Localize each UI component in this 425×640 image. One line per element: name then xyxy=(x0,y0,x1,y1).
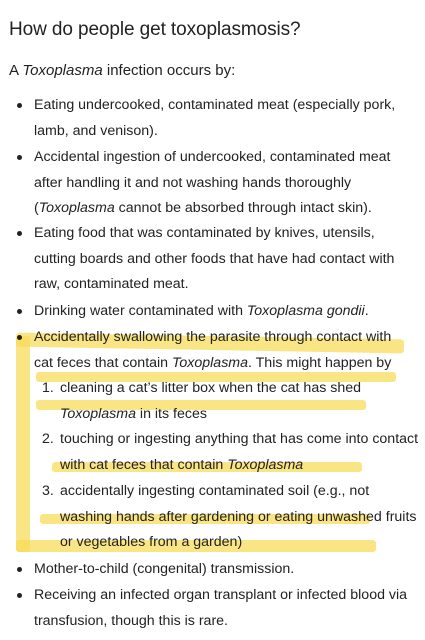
line-text: or vegetables from a garden) xyxy=(60,534,243,551)
bullet-dot xyxy=(17,567,22,572)
list-number: 2. xyxy=(42,431,54,447)
line-text: cutting boards and other foods that have had contact with xyxy=(34,250,395,267)
line-emphasis: Toxoplasma xyxy=(38,200,115,217)
highlight-mark xyxy=(16,336,30,552)
list-line xyxy=(60,405,207,423)
list-line xyxy=(34,560,294,578)
list-line xyxy=(60,533,242,551)
list-line xyxy=(34,199,372,217)
list-line xyxy=(34,275,189,293)
list-line xyxy=(34,122,158,140)
list-line xyxy=(34,354,391,372)
list-line xyxy=(34,586,407,604)
list-line xyxy=(34,96,395,114)
line-text: cat feces that contain xyxy=(34,354,173,371)
line-text: ( xyxy=(34,200,39,217)
line-text: washing hands after gardening or eating unwashed fruits xyxy=(60,508,417,525)
list-line xyxy=(34,328,391,346)
line-text: raw, contaminated meat. xyxy=(34,276,189,293)
line-emphasis: Toxoplasma gondii xyxy=(246,303,365,319)
line-emphasis: Toxoplasma xyxy=(60,405,136,422)
list-line xyxy=(60,456,303,474)
line-text: Accidental ingestion of undercooked, contaminated meat xyxy=(34,149,391,165)
line-text: Eating food that was contaminated by knives, utensils, xyxy=(34,225,375,241)
bullet-dot xyxy=(17,593,22,598)
intro-em: Toxoplasma xyxy=(22,62,103,79)
bullet-dot xyxy=(17,231,22,236)
line-text: lamb, and venison). xyxy=(34,122,158,139)
list-line xyxy=(60,430,418,448)
line-emphasis: Toxoplasma xyxy=(227,456,304,473)
line-text: Eating undercooked, contaminated meat (especially pork, xyxy=(34,97,396,113)
line-text-tail: cannot be absorbed through intact skin). xyxy=(114,200,372,217)
line-text-tail: in its feces xyxy=(135,405,207,422)
line-text: accidentally ingesting contaminated soil (e.g., not xyxy=(60,483,370,499)
list-line xyxy=(34,224,375,242)
list-line xyxy=(60,379,361,397)
list-number: 1. xyxy=(42,380,54,396)
list-line xyxy=(34,148,391,166)
bullet-dot xyxy=(17,309,22,314)
line-text-tail: . xyxy=(364,303,369,319)
intro-post: infection occurs by: xyxy=(102,62,236,79)
list-line xyxy=(34,302,369,320)
line-text: Receiving an infected organ transplant or infected blood via xyxy=(34,587,408,603)
list-line xyxy=(60,508,417,526)
line-text: touching or ingesting anything that has come into contact xyxy=(60,431,419,447)
bullet-dot xyxy=(17,155,22,160)
intro-text xyxy=(9,62,235,79)
line-text: after handling it and not washing hands thoroughly xyxy=(34,174,352,191)
line-text: Mother-to-child (congenital) transmission. xyxy=(34,561,295,577)
line-text: Drinking water contaminated with xyxy=(34,303,247,319)
page-title: How do people get toxoplasmosis? xyxy=(9,19,301,40)
line-emphasis: Toxoplasma xyxy=(172,354,249,371)
bullet-dot xyxy=(17,335,22,340)
intro-pre: A xyxy=(9,62,23,79)
line-text: Accidentally swallowing the parasite through contact with xyxy=(34,329,392,345)
line-text: transfusion, though this is rare. xyxy=(34,612,228,629)
list-line xyxy=(34,250,394,268)
list-line xyxy=(34,174,351,192)
line-text-tail: . This might happen by xyxy=(248,354,392,371)
bullet-dot xyxy=(17,103,22,108)
line-text: with cat feces that contain xyxy=(60,456,228,473)
list-line xyxy=(34,612,228,630)
list-number: 3. xyxy=(42,483,54,499)
line-text: cleaning a cat’s litter box when the cat has shed xyxy=(60,380,362,396)
list-line xyxy=(60,482,369,500)
